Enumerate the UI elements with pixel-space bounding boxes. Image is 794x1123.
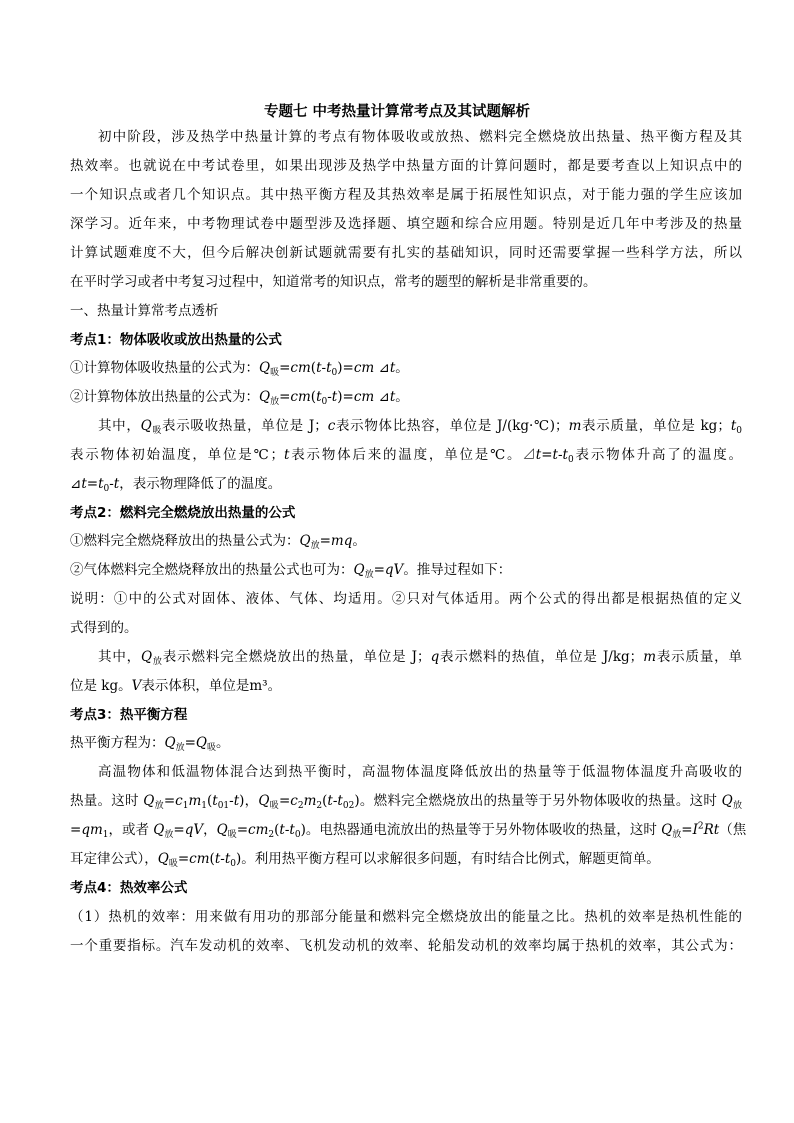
kp3-paragraph-line: 耳定律公式），$Q_吸=cm(t-t_0)$。利用热平衡方程可以求解很多问题，有时结合比例式，解题更简单。 bbox=[70, 851, 660, 869]
kp2-formula-mq: ①燃料完全燃烧释放出的热量公式为：$Q_放=mq$。 bbox=[70, 533, 366, 551]
kp2-note-line: 说明：①中的公式对固体、液体、气体、均适用。②只对气体适用。两个公式的得出都是根据热值的定义 bbox=[70, 591, 742, 607]
kp1-explain-line: 其中，$Q_吸$表示吸收热量，单位是 J；c表示物体比热容，单位是 J/(kg·℃)；m表示质量，单位是 kg；$t_0$ bbox=[98, 418, 742, 436]
kp4-heading: 考点4：热效率公式 bbox=[70, 880, 188, 896]
kp2-explain-line: 其中，$Q_放$表示燃料完全燃烧放出的热量，单位是 J；q表示燃料的热值，单位是 J/kg；m表示质量，单 bbox=[98, 649, 743, 667]
kp1-explain-line: $⊿t=t_0-t$，表示物理降低了的温度。 bbox=[70, 476, 282, 494]
kp3-paragraph-line: 高温物体和低温物体混合达到热平衡时，高温物体温度降低放出的热量等于低温物体温度升高吸收的 bbox=[98, 764, 742, 780]
kp3-paragraph-line: 热量。这时 $Q_放=c_1m_1(t_{01}-t)$，$Q_吸=c_2m_2(t-t_{02})$。燃料完全燃烧放出的热量等于另外物体吸收的热量。这时 $Q_放$ bbox=[70, 793, 742, 811]
intro-line: 一个知识点或者几个知识点。其中热平衡方程及其热效率是属于拓展性知识点，对于能力强的学生应该加 bbox=[70, 187, 742, 203]
kp1-formula-absorb: ①计算物体吸收热量的公式为：$Q_吸=cm(t-t_0)=cm$ ⊿t。 bbox=[70, 360, 409, 378]
section-heading: 一、热量计算常考点透析 bbox=[70, 303, 219, 319]
kp4-paragraph-line: （1）热机的效率：用来做有用功的那部分能量和燃料完全燃烧放出的能量之比。热机的效率是热机性能的 bbox=[70, 909, 742, 925]
kp2-note-line: 式得到的。 bbox=[70, 620, 138, 636]
kp2-formula-qv: ②气体燃料完全燃烧释放出的热量公式也可为：$Q_放=qV$。推导过程如下： bbox=[70, 562, 512, 580]
kp1-heading: 考点1：物体吸收或放出热量的公式 bbox=[70, 332, 282, 348]
kp1-explain-line: 表示物体初始温度，单位是℃；t表示物体后来的温度，单位是℃。$⊿t=t-t_0$表示物体升高了的温度。 bbox=[70, 447, 742, 465]
page-title: 专题七 中考热量计算常考点及其试题解析 bbox=[263, 104, 531, 120]
intro-line: 初中阶段，涉及热学中热量计算的考点有物体吸收或放热、燃料完全燃烧放出热量、热平衡方程及其 bbox=[98, 129, 742, 145]
kp3-equation: 热平衡方程为：$Q_放=Q_吸$。 bbox=[70, 735, 230, 753]
kp1-formula-release: ②计算物体放出热量的公式为：$Q_放=cm(t_0-t)=cm$ ⊿t。 bbox=[70, 389, 409, 407]
kp3-paragraph-line: $=qm_1$，或者 $Q_放=qV$，$Q_吸=cm_2(t-t_0)$。电热器通电流放出的热量等于另外物体吸收的热量，这时 $Q_放=I^2Rt$（焦 bbox=[70, 821, 747, 840]
kp4-paragraph-line: 一个重要指标。汽车发动机的效率、飞机发动机的效率、轮船发动机的效率均属于热机的效率，其公式为： bbox=[70, 938, 742, 954]
intro-line: 在平时学习或者中考复习过程中，知道常考的知识点，常考的题型的解析是非常重要的。 bbox=[70, 274, 597, 290]
intro-line: 计算试题难度不大，但今后解决创新试题就需要有扎实的基础知识，同时还需要掌握一些科学方法，所以 bbox=[70, 245, 742, 261]
intro-line: 热效率。也就说在中考试卷里，如果出现涉及热学中热量方面的计算问题时，都是要考查以上知识点中的 bbox=[70, 158, 742, 174]
kp2-heading: 考点2：燃料完全燃烧放出热量的公式 bbox=[70, 505, 296, 521]
kp2-explain-line: 位是 kg。V表示体积，单位是m³。 bbox=[70, 678, 282, 694]
kp3-heading: 考点3：热平衡方程 bbox=[70, 707, 188, 723]
intro-line: 深学习。近年来，中考物理试卷中题型涉及选择题、填空题和综合应用题。特别是近几年中考涉及的热量 bbox=[70, 216, 742, 232]
